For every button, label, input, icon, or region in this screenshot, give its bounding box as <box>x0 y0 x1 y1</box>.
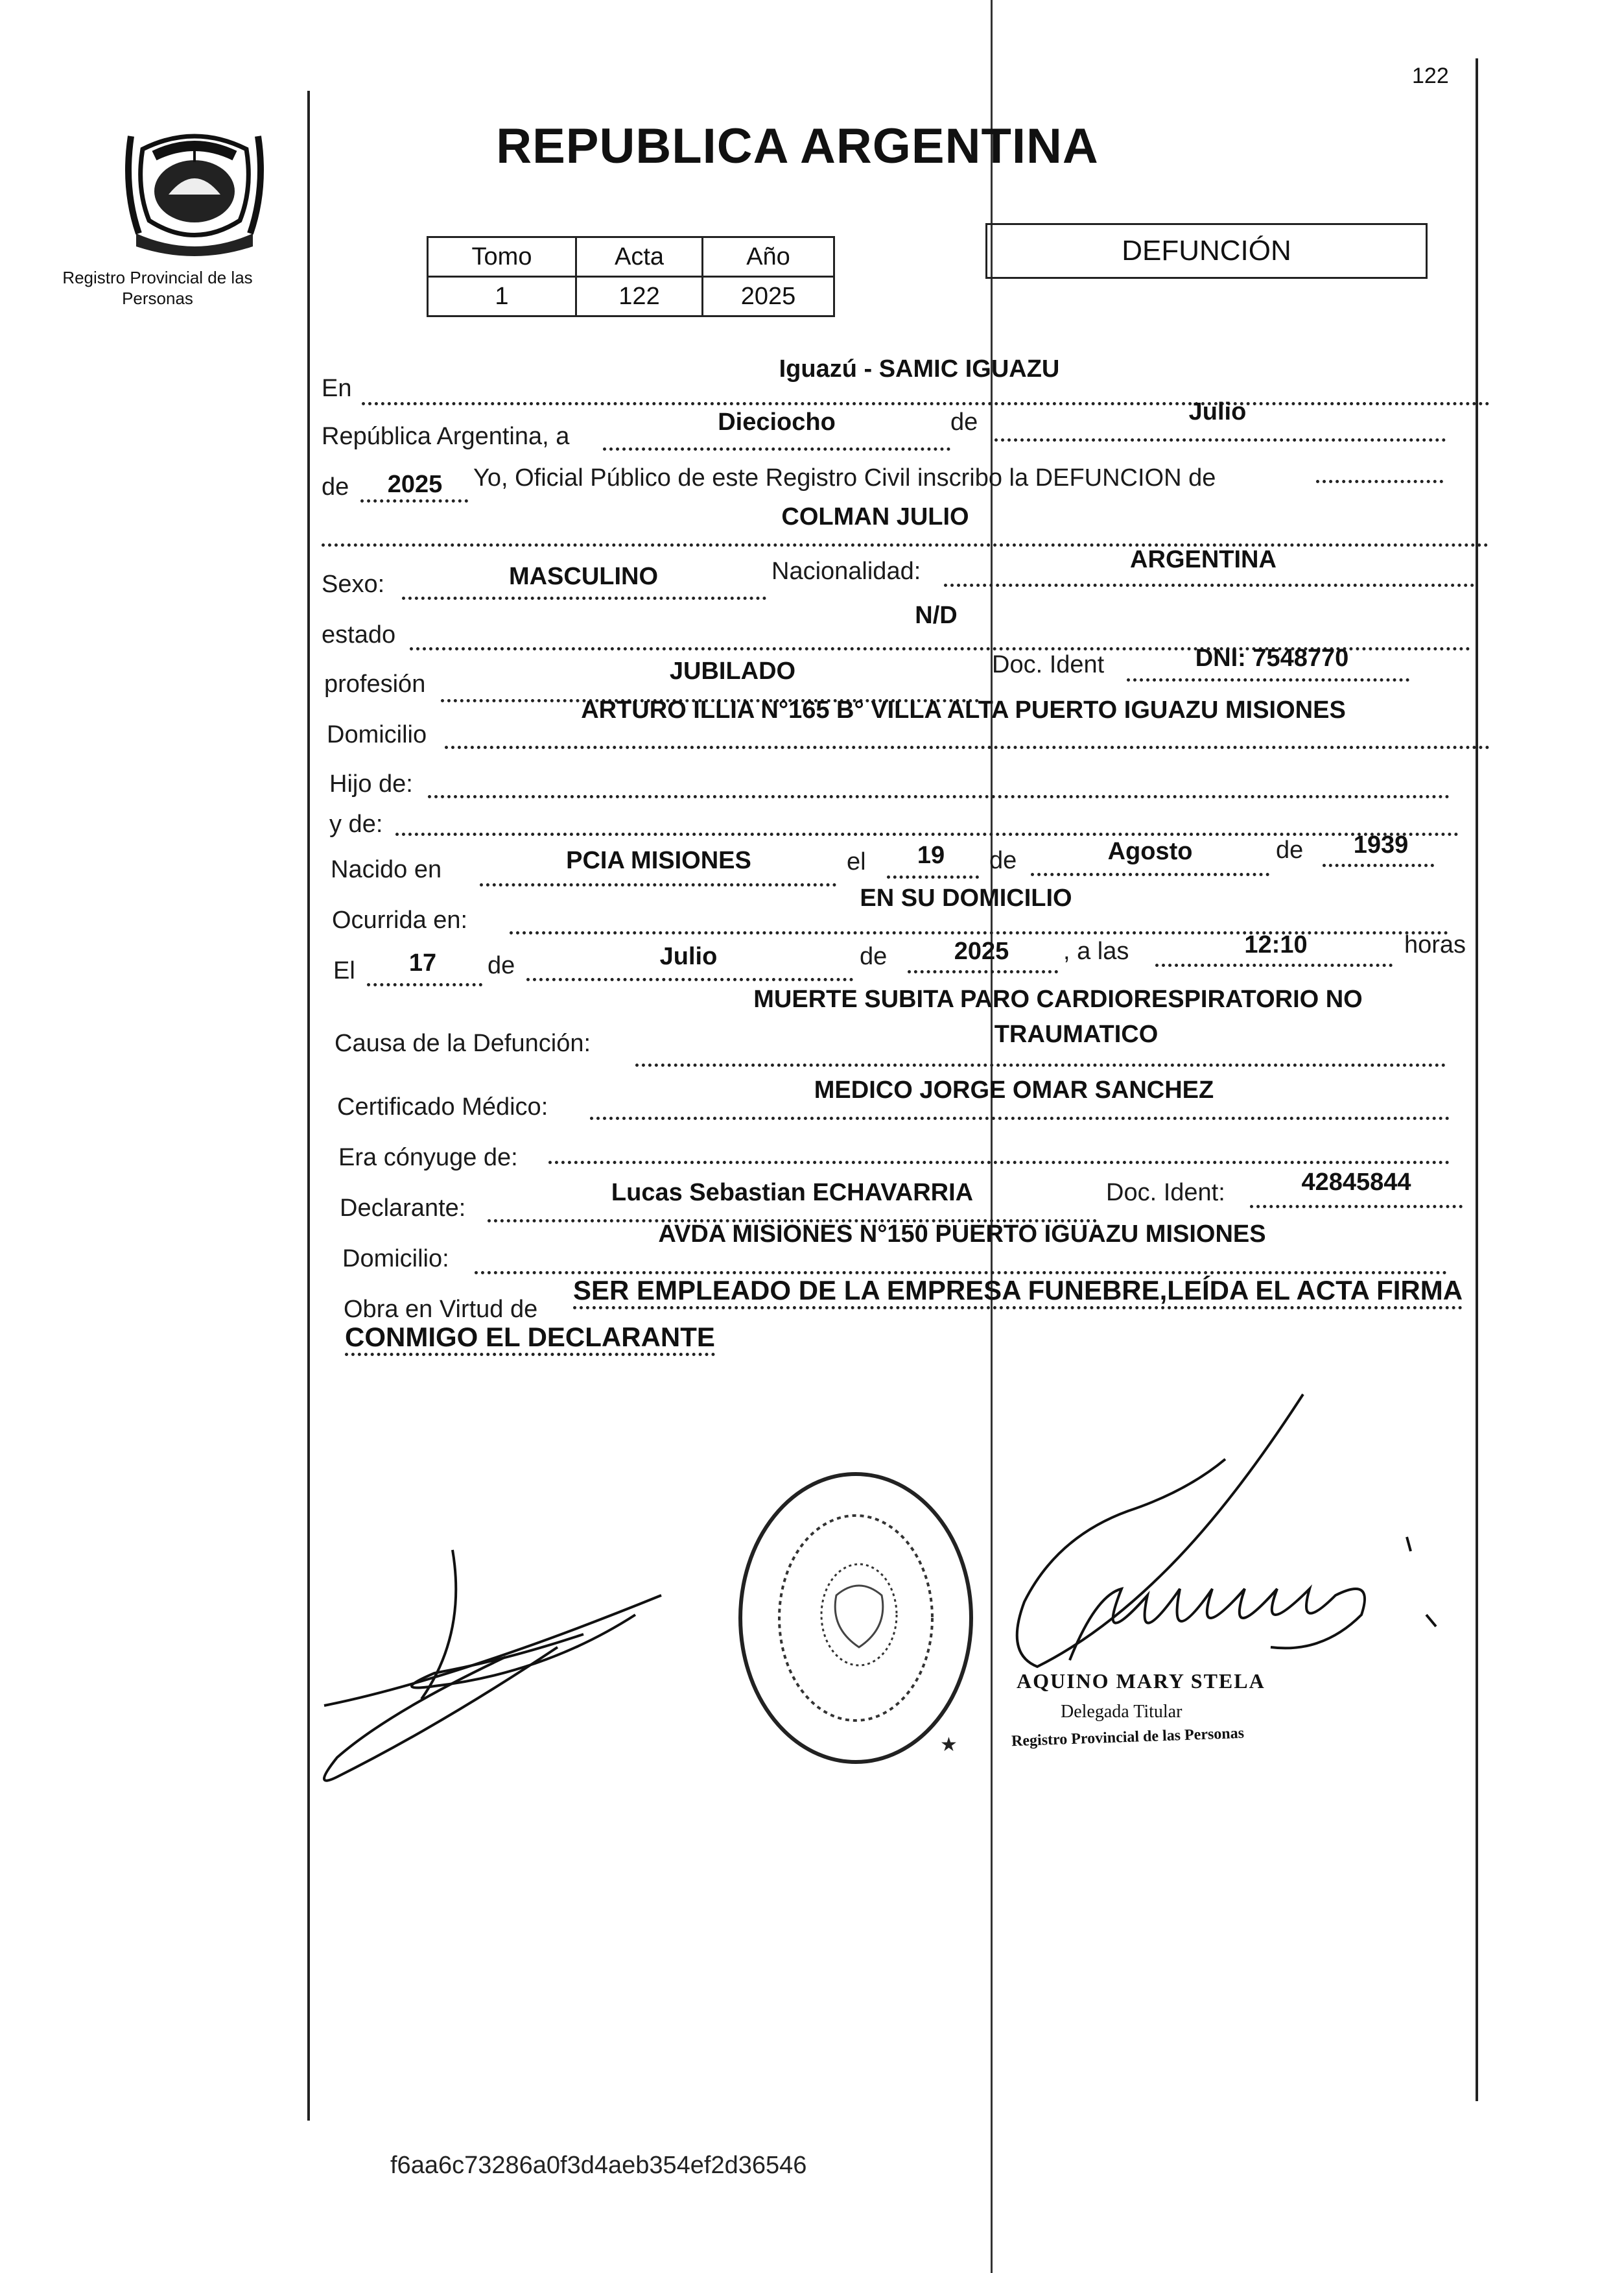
field-muerte-anio: 2025 <box>954 938 1009 965</box>
dotted-line <box>1250 1205 1463 1208</box>
dotted-line <box>402 597 766 600</box>
label-estado: estado <box>322 621 396 649</box>
label-ocurrida-en: Ocurrida en: <box>332 907 468 934</box>
dotted-line <box>1127 678 1409 682</box>
dotted-line <box>590 1117 1450 1120</box>
field-muerte-dia: 17 <box>408 949 437 977</box>
label-certificado: Certificado Médico: <box>337 1093 548 1121</box>
field-nacido-dia: 19 <box>917 842 945 869</box>
record-type-box: DEFUNCIÓN <box>985 223 1428 279</box>
dotted-line <box>1316 480 1443 483</box>
dotted-line <box>395 833 1459 836</box>
label-doc-ident-declarante: Doc. Ident: <box>1106 1179 1225 1206</box>
signature-office: Registro Provincial de las Personas <box>1011 1724 1245 1750</box>
dotted-line <box>360 499 468 503</box>
field-profesion: JUBILADO <box>669 658 796 685</box>
field-estado: N/D <box>915 602 958 629</box>
field-nacionalidad: ARGENTINA <box>1130 546 1277 573</box>
record-table <box>427 236 835 317</box>
dotted-line <box>480 883 836 887</box>
table-cell-anio: 2025 <box>703 277 834 316</box>
label-sexo: Sexo: <box>322 571 385 598</box>
field-doc-ident: DNI: 7548770 <box>1195 645 1349 672</box>
document-hash: f6aa6c73286a0f3d4aeb354ef2d36546 <box>390 2152 807 2179</box>
field-declarante-domicilio: AVDA MISIONES N°150 PUERTO IGUAZU MISIONES <box>658 1220 1266 1248</box>
table-header: Acta <box>576 237 703 277</box>
field-muerte-mes: Julio <box>659 943 718 970</box>
dotted-line <box>944 584 1474 587</box>
label-horas: horas <box>1404 931 1466 958</box>
label-de: de <box>950 409 978 436</box>
dotted-line <box>887 875 979 879</box>
label-y-de: y de: <box>329 811 383 838</box>
label-doc-ident: Doc. Ident <box>992 651 1105 678</box>
field-mes: Julio <box>1188 398 1247 425</box>
field-anio: 2025 <box>387 471 443 498</box>
label-yo-oficial: Yo, Oficial Público de este Registro Civil inscribo la DEFUNCION de <box>473 464 1216 492</box>
field-domicilio: ARTURO ILLIA N°165 B° VILLA ALTA PUERTO IGUAZU MISIONES <box>581 696 1346 724</box>
field-obra-l2: CONMIGO EL DECLARANTE <box>345 1322 715 1356</box>
label-hijo-de: Hijo de: <box>329 770 413 798</box>
label-de: de <box>989 847 1017 874</box>
label-obra: Obra en Virtud de <box>344 1296 538 1323</box>
label-declarante: Declarante: <box>340 1195 466 1222</box>
label-nacionalidad: Nacionalidad: <box>771 558 921 585</box>
field-sexo: MASCULINO <box>508 563 659 590</box>
field-lugar: Iguazú - SAMIC IGUAZU <box>779 355 1060 383</box>
field-causa-l2: TRAUMATICO <box>994 1021 1159 1048</box>
field-muerte-hora: 12:10 <box>1244 931 1308 958</box>
table-header: Tomo <box>428 237 576 277</box>
label-profesion: profesión <box>324 671 426 698</box>
dotted-line <box>428 795 1450 798</box>
label-de: de <box>322 473 349 501</box>
field-obra-l1: SER EMPLEADO DE LA EMPRESA FUNEBRE,LEÍDA EL ACTA FIRMA <box>573 1275 1463 1309</box>
field-declarante-doc: 42845844 <box>1301 1169 1411 1196</box>
field-nombre: COLMAN JULIO <box>781 503 969 530</box>
field-certificado: MEDICO JORGE OMAR SANCHEZ <box>814 1077 1214 1104</box>
label-domicilio-declarante: Domicilio: <box>342 1245 449 1272</box>
dotted-line <box>322 543 1489 547</box>
label-nacido-en: Nacido en <box>331 856 442 883</box>
label-de: de <box>488 952 515 979</box>
dotted-line <box>445 746 1490 749</box>
dotted-line <box>367 983 482 986</box>
table-header: Año <box>703 237 834 277</box>
svg-text:★: ★ <box>940 1733 958 1756</box>
label-republica-a: República Argentina, a <box>322 423 570 450</box>
dotted-line <box>1155 964 1393 967</box>
label-causa: Causa de la Defunción: <box>335 1030 591 1057</box>
signature-role: Delegada Titular <box>1061 1702 1183 1722</box>
field-nacido-anio: 1939 <box>1353 831 1409 859</box>
dotted-line <box>526 978 853 981</box>
label-de: de <box>860 943 888 970</box>
label-a-las: , a las <box>1063 938 1129 965</box>
dotted-line <box>1323 864 1434 867</box>
table-cell-tomo: 1 <box>428 277 576 316</box>
right-margin-line <box>1476 58 1478 2101</box>
dotted-line <box>362 402 1490 405</box>
signature-name: AQUINO MARY STELA <box>1017 1669 1265 1693</box>
dotted-line <box>475 1271 1447 1274</box>
label-de: de <box>1276 837 1304 864</box>
field-ocurrida-en: EN SU DOMICILIO <box>860 885 1072 912</box>
dotted-line <box>1031 873 1269 876</box>
label-el: el <box>847 848 866 875</box>
field-nacido-en: PCIA MISIONES <box>566 847 751 874</box>
field-dia-letras: Dieciocho <box>718 409 836 436</box>
label-el-cap: El <box>333 957 355 984</box>
dotted-line <box>994 438 1446 442</box>
dotted-line <box>635 1064 1446 1067</box>
registry-label: Registro Provincial de las Personas <box>62 268 253 308</box>
page-title: REPUBLICA ARGENTINA <box>496 119 1099 174</box>
table-cell-acta: 122 <box>576 277 703 316</box>
field-causa-l1: MUERTE SUBITA PARO CARDIORESPIRATORIO NO <box>753 986 1363 1013</box>
dotted-line <box>510 931 1448 934</box>
dotted-line <box>603 447 950 451</box>
left-margin-line <box>307 91 310 2121</box>
label-conyuge: Era cónyuge de: <box>338 1144 518 1171</box>
field-nacido-mes: Agosto <box>1107 838 1193 865</box>
fold-line <box>991 0 993 2273</box>
declarant-signature <box>311 1543 674 1848</box>
misiones-logo <box>123 110 266 259</box>
dotted-line <box>548 1161 1450 1164</box>
official-seal <box>733 1466 979 1770</box>
field-declarante: Lucas Sebastian ECHAVARRIA <box>611 1179 974 1206</box>
dotted-line <box>908 970 1058 973</box>
label-domicilio: Domicilio <box>327 721 427 748</box>
page-number: 122 <box>1412 64 1449 88</box>
label-en: En <box>322 375 352 402</box>
